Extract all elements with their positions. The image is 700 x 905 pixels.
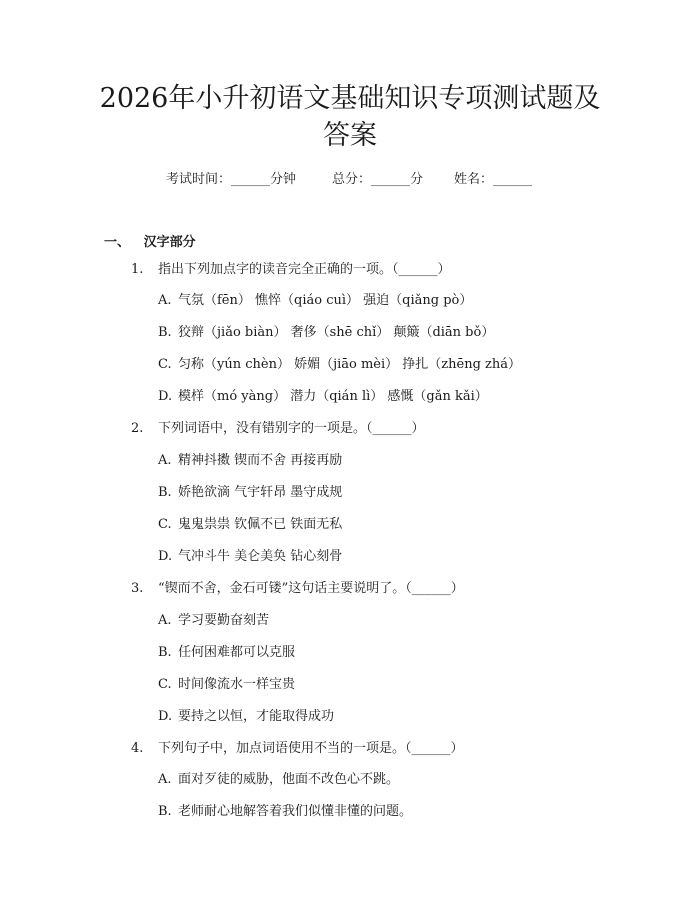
option-letter: A.	[158, 772, 172, 787]
question-text: 下列词语中，没有错别字的一项是。（______）	[158, 421, 425, 436]
question-3-option-d	[158, 708, 334, 726]
question-1	[131, 261, 451, 279]
option-letter: D.	[158, 389, 173, 404]
option-text: 狡辩（jiǎo biàn） 奢侈（shē chǐ） 颠簸（diān bǒ）	[178, 325, 495, 340]
question-2	[131, 420, 425, 438]
option-text: 学习要勤奋刻苦	[178, 613, 270, 628]
question-3-option-a	[158, 612, 269, 630]
option-letter: C.	[158, 357, 172, 372]
question-text: 下列句子中，加点词语使用不当的一项是。（______）	[158, 741, 464, 756]
exam-time-label: 考试时间：______分钟	[166, 172, 297, 187]
option-letter: C.	[158, 517, 172, 532]
option-text: 气氛（fēn） 憔悴（qiáo cuì） 强迫（qiǎng pò）	[178, 293, 473, 308]
question-2-option-a	[158, 452, 342, 470]
option-text: 要持之以恒，才能取得成功	[178, 709, 335, 724]
question-3-option-c	[158, 676, 295, 694]
question-number: 1.	[131, 262, 144, 277]
option-text: 时间像流水一样宝贵	[178, 677, 296, 692]
section-heading: 一、 汉字部分	[104, 235, 196, 250]
option-text: 模样（mó yàng） 潜力（qián lì） 感慨（gǎn kǎi）	[178, 389, 488, 404]
question-2-option-b	[158, 484, 342, 502]
question-4-option-b	[158, 803, 412, 821]
question-1-option-a	[158, 292, 472, 310]
question-number: 4.	[131, 741, 144, 756]
question-number: 2.	[131, 421, 144, 436]
question-1-option-b	[158, 324, 494, 342]
option-letter: B.	[158, 325, 172, 340]
question-text: 指出下列加点字的读音完全正确的一项。（______）	[158, 262, 451, 277]
option-text: 鬼鬼祟祟 钦佩不已 铁面无私	[178, 517, 343, 532]
page-title: 2026年小升初语文基础知识专项测试题及答案	[99, 83, 601, 151]
option-letter: D.	[158, 709, 173, 724]
option-text: 气冲斗牛 美仑美奂 钻心刻骨	[178, 549, 343, 564]
student-name-label: 姓名：______	[454, 172, 533, 187]
question-number: 3.	[131, 581, 144, 596]
option-letter: B.	[158, 804, 172, 819]
option-text: 老师耐心地解答着我们似懂非懂的问题。	[178, 804, 413, 819]
option-letter: C.	[158, 677, 172, 692]
question-2-option-d	[158, 548, 342, 566]
option-text: 面对歹徒的威胁，他面不改色心不跳。	[178, 772, 400, 787]
question-1-option-c	[158, 356, 521, 374]
option-text: 匀称（yún chèn） 娇媚（jiāo mèi） 挣扎（zhēng zhá）	[178, 357, 521, 372]
question-2-option-c	[158, 516, 342, 534]
question-3	[131, 580, 464, 598]
total-score-label: 总分：______分	[332, 172, 424, 187]
option-letter: B.	[158, 645, 172, 660]
question-4-option-a	[158, 771, 399, 789]
question-3-option-b	[158, 644, 295, 662]
option-letter: B.	[158, 485, 172, 500]
option-letter: A.	[158, 453, 172, 468]
option-letter: A.	[158, 613, 172, 628]
question-4	[131, 740, 464, 758]
option-text: 任何困难都可以克服	[178, 645, 296, 660]
option-text: 精神抖擞 锲而不舍 再接再励	[178, 453, 343, 468]
option-letter: A.	[158, 293, 172, 308]
question-1-option-d	[158, 388, 488, 406]
option-letter: D.	[158, 549, 173, 564]
option-text: 娇艳欲滴 气宇轩昂 墨守成规	[178, 485, 343, 500]
question-text: “锲而不舍，金石可镂”这句话主要说明了。（______）	[158, 581, 464, 596]
